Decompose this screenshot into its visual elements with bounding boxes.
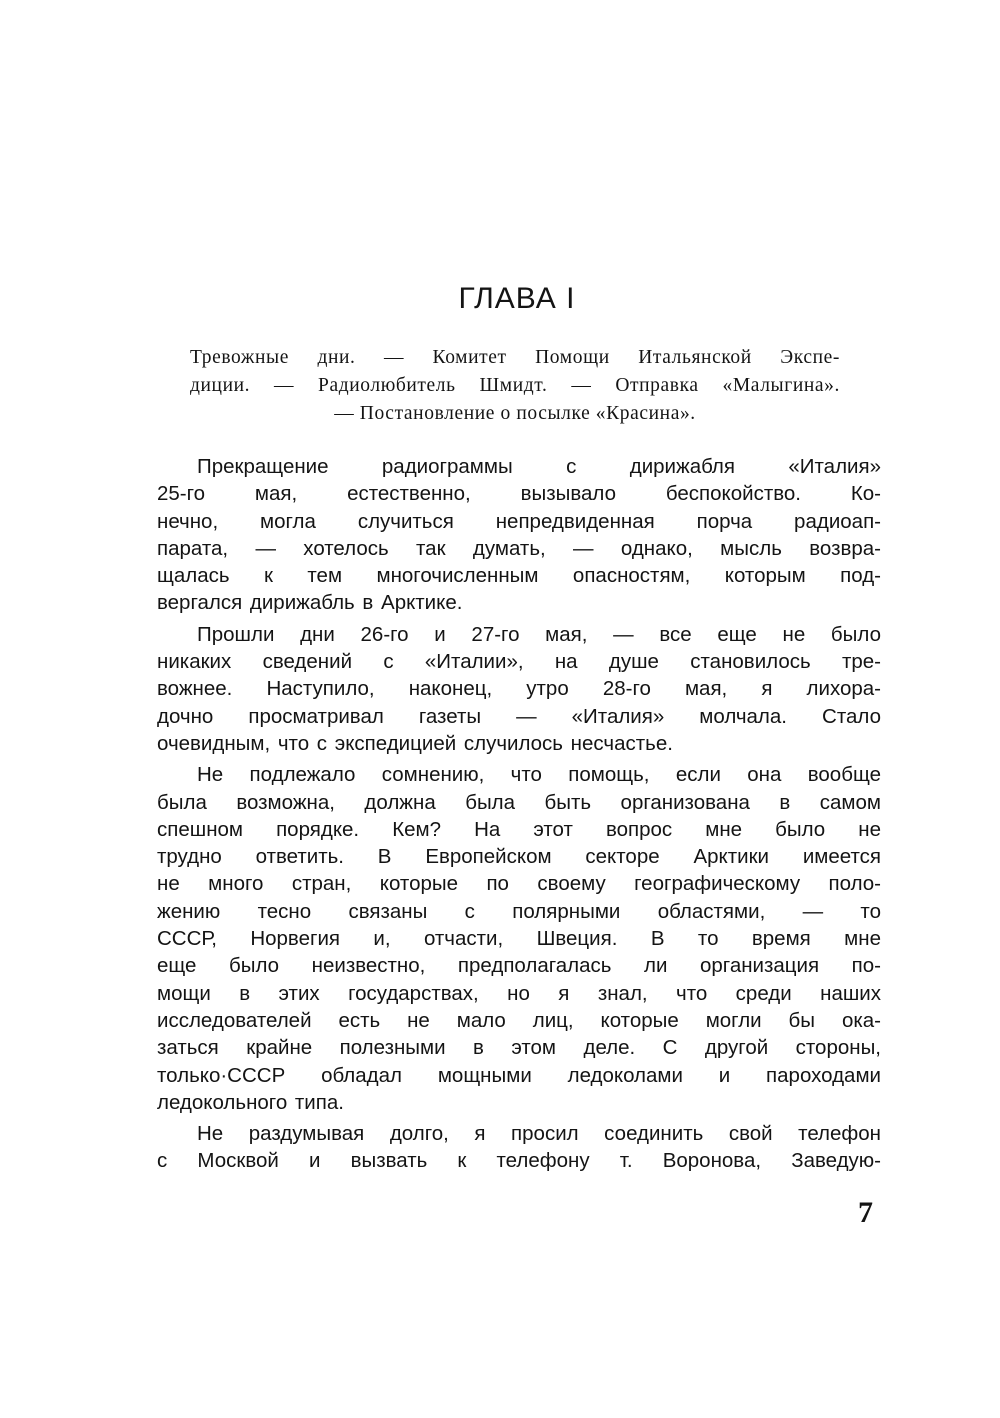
text-line: Не подлежало сомнению, что помощь, если она вообще — [197, 763, 881, 787]
summary-line: Тревожные дни. — Комитет Помощи Итальянской Экспе- — [190, 347, 840, 368]
paragraph — [157, 453, 881, 617]
text-line: жению тесно связаны с полярными областями, — то — [157, 899, 881, 923]
text-line: парата, — хотелось так думать, — однако, мысль возвра- — [157, 536, 881, 560]
text-line: исследователей есть не мало лиц, которые могли бы ока- — [157, 1008, 881, 1032]
page-number: 7 — [858, 1196, 873, 1229]
text-line: Прекращение радиограммы с дирижабля «Италия» — [197, 455, 881, 478]
text-line: 25-го мая, естественно, вызывало беспокойство. Ко- — [157, 482, 881, 506]
text-line: очевидным, что с экспедицией случилось несчастье. — [157, 731, 673, 755]
text-line: не много стран, которые по своему географическому поло- — [157, 872, 881, 896]
text-line: еще было неизвестно, предполагалась ли организация по- — [157, 954, 881, 978]
text-line: СССР, Норвегия и, отчасти, Швеция. В то время мне — [157, 927, 881, 951]
chapter-title: ГЛАВА I — [458, 282, 576, 315]
text-line: была возможна, должна была быть организована в самом — [157, 790, 881, 814]
paragraph — [157, 1120, 881, 1175]
paragraph — [157, 761, 881, 1116]
text-line: мощи в этих государствах, но я знал, что среди наших — [157, 981, 881, 1005]
text-line: щалась к тем многочисленным опасностям, которым под- — [157, 564, 881, 588]
text-line: вожнее. Наступило, наконец, утро 28-го мая, я лихора- — [157, 677, 881, 701]
text-line: Прошли дни 26-го и 27-го мая, — все еще не было — [197, 622, 881, 646]
chapter-summary — [190, 344, 840, 428]
text-line: нечно, могла случиться непредвиденная порча радиоап- — [157, 509, 881, 533]
summary-line: диции. — Радиолюбитель Шмидт. — Отправка «Малыгина». — [190, 375, 840, 396]
text-line: спешном порядке. Кем? На этот вопрос мне было не — [157, 817, 881, 841]
chapter-body — [157, 453, 881, 1179]
text-line: трудно ответить. В Европейском секторе Арктики имеется — [157, 845, 881, 869]
text-line: только·СССР обладал мощными ледоколами и пароходами — [157, 1063, 881, 1087]
text-line: вергался дирижабль в Арктике. — [157, 591, 463, 615]
text-line: заться крайне полезными в этом деле. С другой стороны, — [157, 1036, 881, 1060]
paragraph — [157, 621, 881, 757]
text-line: ледокольного типа. — [157, 1090, 344, 1114]
text-line: с Москвой и вызвать к телефону т. Воронова, Заведую- — [157, 1149, 881, 1173]
text-line: дочно просматривал газеты — «Италия» молчала. Стало — [157, 704, 881, 728]
text-line: никаких сведений с «Италии», на душе становилось тре- — [157, 650, 881, 674]
text-line: Не раздумывая долго, я просил соединить свой телефон — [197, 1122, 881, 1146]
summary-line: — Постановление о посылке «Красина». — [334, 403, 696, 424]
